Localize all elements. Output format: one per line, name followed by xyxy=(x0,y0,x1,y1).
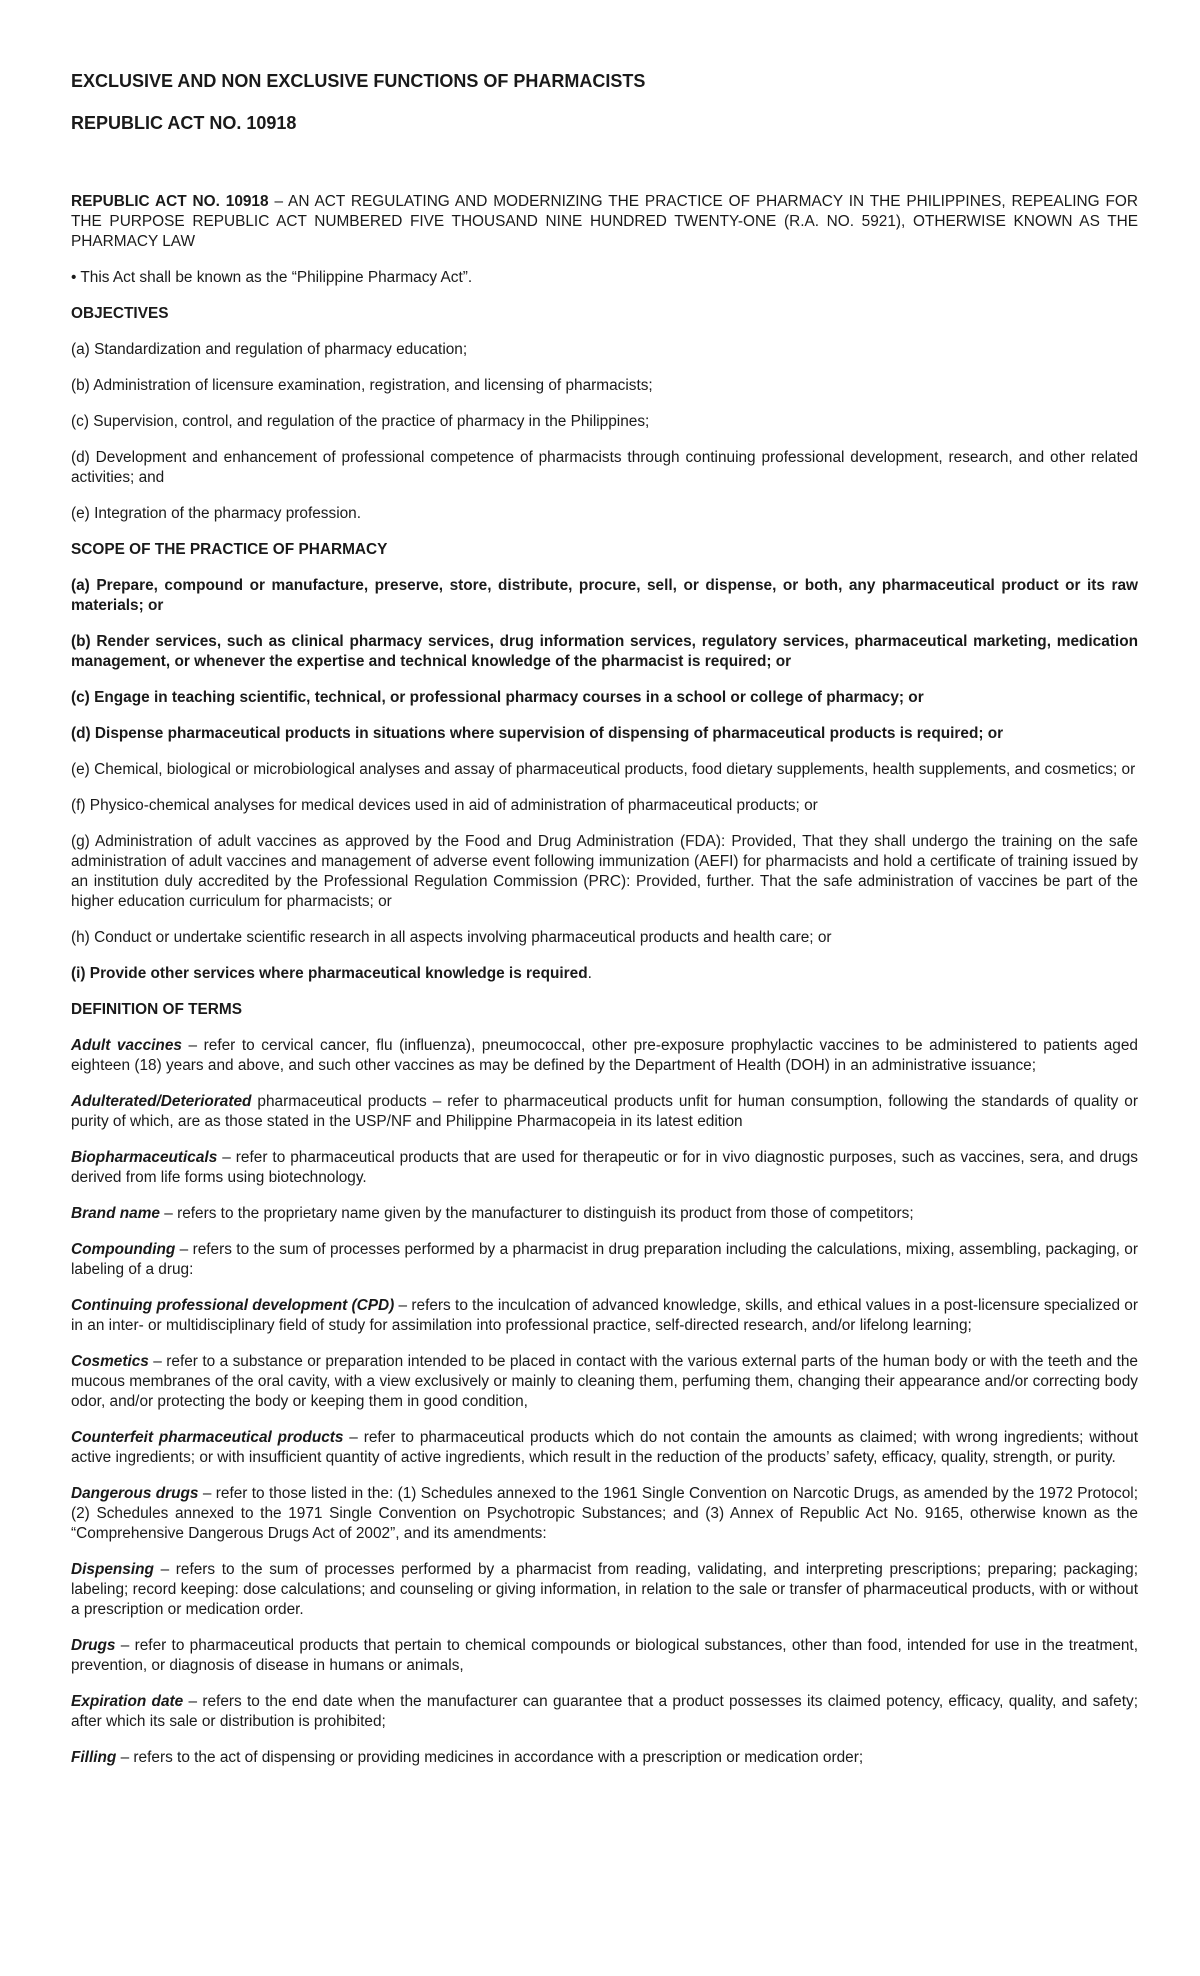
objective-item: (a) Standardization and regulation of pharmacy education; xyxy=(71,341,468,358)
definition-text: – refer to pharmaceutical products which do not contain the amounts as claimed; with wrong ingredients; without active ingredients; or with insufficient quantity of active ingredients, which result in the reduction of the products’ safety, efficacy, quality, strength, or purity. xyxy=(71,1429,1138,1466)
definition-item xyxy=(71,1692,1138,1732)
objective-item: (e) Integration of the pharmacy profession. xyxy=(71,505,362,522)
definition-item xyxy=(71,1748,1138,1768)
definition-term: Compounding xyxy=(71,1241,176,1258)
definition-item xyxy=(71,1036,1138,1076)
document-title: EXCLUSIVE AND NON EXCLUSIVE FUNCTIONS OF PHARMACISTS xyxy=(71,71,646,91)
definition-item xyxy=(71,1092,1138,1132)
definition-term: Filling xyxy=(71,1749,117,1766)
scope-heading: SCOPE OF THE PRACTICE OF PHARMACY xyxy=(71,541,388,558)
definition-text: – refer to pharmaceutical products that pertain to chemical compounds or biological substances, other than food, intended for use in the treatment, prevention, or diagnosis of disease in humans or animals, xyxy=(71,1637,1138,1674)
definition-term: Cosmetics xyxy=(71,1353,149,1370)
act-description: – AN ACT REGULATING AND MODERNIZING THE PRACTICE OF PHARMACY IN THE PHILIPPINES, REPEALING FOR THE PURPOSE REPUBLIC ACT NUMBERED FIVE THOUSAND NINE HUNDRED TWENTY-ONE (R.A. NO. 5921), OTHERWISE KNOWN AS THE PHARMACY LAW xyxy=(71,193,1138,250)
scope-item: (b) Render services, such as clinical pharmacy services, drug information services, regulatory services, pharmaceutical marketing, medication management, or whenever the expertise and technical knowledge of the pharmacist is required; or xyxy=(71,633,1138,670)
definition-term: Continuing professional development (CPD) xyxy=(71,1297,395,1314)
objectives-heading: OBJECTIVES xyxy=(71,305,169,322)
definition-term: Biopharmaceuticals xyxy=(71,1149,218,1166)
definition-term: Dispensing xyxy=(71,1561,154,1578)
definition-term: Adulterated/Deteriorated xyxy=(71,1093,252,1110)
definition-text: – refer to pharmaceutical products that are used for therapeutic or for in vivo diagnostic purposes, such as vaccines, sera, and drugs derived from life forms using biotechnology. xyxy=(71,1149,1138,1186)
definition-item xyxy=(71,1240,1138,1280)
scope-item-period: . xyxy=(587,965,592,982)
scope-item: (d) Dispense pharmaceutical products in situations where supervision of dispensing of pharmaceutical products is required; or xyxy=(71,725,1004,742)
scope-item: (h) Conduct or undertake scientific research in all aspects involving pharmaceutical products and health care; or xyxy=(71,929,832,946)
definition-item xyxy=(71,1204,1138,1224)
act-intro-paragraph xyxy=(71,192,1138,252)
definition-text: pharmaceutical products – refer to pharmaceutical products unfit for human consumption, following the standards of quality or purity of which, are as those stated in the USP/NF and Philippine Pharmacopeia in its latest edition xyxy=(71,1093,1138,1130)
short-title-bullet: • This Act shall be known as the “Philippine Pharmacy Act”. xyxy=(71,269,473,286)
definition-term: Drugs xyxy=(71,1637,116,1654)
scope-item: (f) Physico-chemical analyses for medical devices used in aid of administration of pharmaceutical products; or xyxy=(71,797,818,814)
definition-text: – refer to cervical cancer, flu (influenza), pneumococcal, other pre-exposure prophylactic vaccines to be administered to patients aged eighteen (18) years and above, and such other vaccines as may be defined by the Department of Health (DOH) in an administrative issuance; xyxy=(71,1037,1138,1074)
definition-item xyxy=(71,1352,1138,1412)
definition-text: – refers to the end date when the manufacturer can guarantee that a product possesses its claimed potency, efficacy, quality, and safety; after which its sale or distribution is prohibited; xyxy=(71,1693,1138,1730)
objective-item: (c) Supervision, control, and regulation of the practice of pharmacy in the Philippines; xyxy=(71,413,650,430)
definition-term: Expiration date xyxy=(71,1693,184,1710)
act-number: REPUBLIC ACT NO. 10918 xyxy=(71,193,269,210)
definition-text: – refers to the sum of processes performed by a pharmacist in drug preparation including the calculations, mixing, assembling, packaging, or labeling of a drug: xyxy=(71,1241,1138,1278)
document-subtitle: REPUBLIC ACT NO. 10918 xyxy=(71,113,297,133)
definition-text: – refers to the inculcation of advanced knowledge, skills, and ethical values in a post-licensure specialized or in an inter- or multidisciplinary field of study for assimilation into professional practice, self-directed research, and/or lifelong learning; xyxy=(71,1297,1138,1334)
definition-term: Brand name xyxy=(71,1205,160,1222)
definition-text: – refers to the act of dispensing or providing medicines in accordance with a prescription or medication order; xyxy=(116,1749,864,1766)
definitions-heading: DEFINITION OF TERMS xyxy=(71,1001,243,1018)
objective-item: (d) Development and enhancement of professional competence of pharmacists through continuing professional development, research, and other related activities; and xyxy=(71,449,1138,486)
definition-item xyxy=(71,1484,1138,1544)
definition-item xyxy=(71,1560,1138,1620)
definition-item xyxy=(71,1296,1138,1336)
definition-item xyxy=(71,1636,1138,1676)
scope-item xyxy=(71,964,1138,984)
scope-item: (a) Prepare, compound or manufacture, preserve, store, distribute, procure, sell, or dispense, or both, any pharmaceutical product or its raw materials; or xyxy=(71,577,1138,614)
objective-item: (b) Administration of licensure examination, registration, and licensing of pharmacists; xyxy=(71,377,653,394)
definition-text: – refers to the sum of processes performed by a pharmacist from reading, validating, and interpreting prescriptions; preparing; packaging; labeling; record keeping: dose calculations; and counseling or giving information, in relation to the sale or transfer of pharmaceutical products, with or without a prescription or medication order. xyxy=(71,1561,1138,1618)
definition-text: – refer to a substance or preparation intended to be placed in contact with the various external parts of the human body or with the teeth and the mucous membranes of the oral cavity, with a view exclusively or mainly to cleaning them, perfuming them, changing their appearance and/or correcting body odor, and/or protecting the body or keeping them in good condition, xyxy=(71,1353,1138,1410)
scope-item: (c) Engage in teaching scientific, technical, or professional pharmacy courses in a school or college of pharmacy; or xyxy=(71,689,924,706)
definition-term: Dangerous drugs xyxy=(71,1485,199,1502)
definition-text: – refers to the proprietary name given by the manufacturer to distinguish its product from those of competitors; xyxy=(159,1205,914,1222)
scope-item: (g) Administration of adult vaccines as approved by the Food and Drug Administration (FDA): Provided, That they shall undergo the training on the safe administration of adult vaccines and management of adverse event following immunization (AEFI) for pharmacists and hold a certificate of training issued by an institution duly accredited by the Professional Regulation Commission (PRC): Provided, further. That the safe administration of vaccines be part of the higher education curriculum for pharmacists; or xyxy=(71,833,1138,910)
definition-item xyxy=(71,1148,1138,1188)
definition-term: Adult vaccines xyxy=(71,1037,182,1054)
scope-item-text: (i) Provide other services where pharmaceutical knowledge is required xyxy=(71,965,588,982)
definition-term: Counterfeit pharmaceutical products xyxy=(71,1429,344,1446)
definition-text: – refer to those listed in the: (1) Schedules annexed to the 1961 Single Convention on Narcotic Drugs, as amended by the 1972 Protocol; (2) Schedules annexed to the 1971 Single Convention on Psychotropic Substances; and (3) Annex of Republic Act No. 9165, otherwise known as the “Comprehensive Dangerous Drugs Act of 2002”, and its amendments: xyxy=(71,1485,1138,1542)
scope-item: (e) Chemical, biological or microbiological analyses and assay of pharmaceutical products, food dietary supplements, health supplements, and cosmetics; or xyxy=(71,761,1136,778)
definition-item xyxy=(71,1428,1138,1468)
